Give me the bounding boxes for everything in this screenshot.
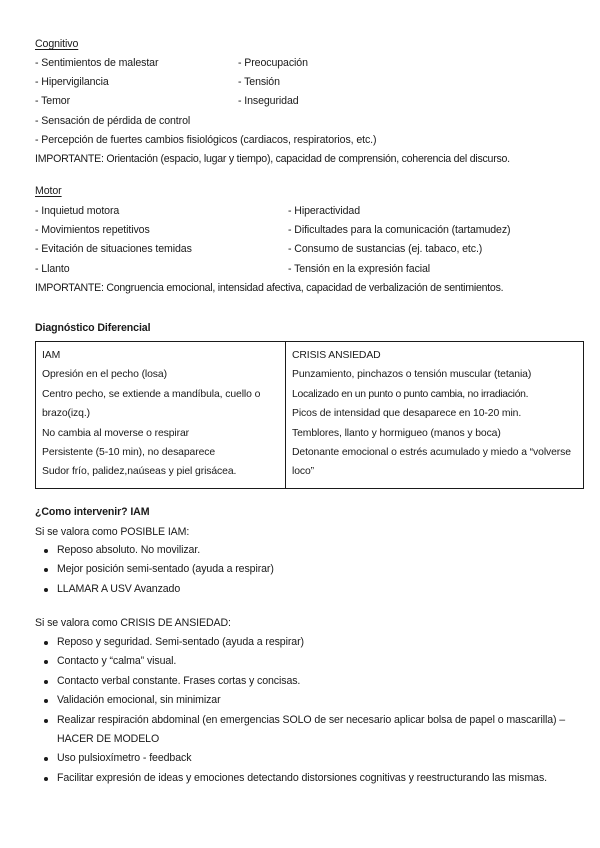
cognitivo-item: - Sensación de pérdida de control [35, 115, 191, 127]
ansiedad-row: Temblores, llanto y hormigueo (manos y boca) [292, 427, 501, 439]
ansiedad-intro: Si se valora como CRISIS DE ANSIEDAD: [35, 617, 231, 629]
cognitivo-item: - Hipervigilancia [35, 76, 109, 88]
iam-row: Persistente (5-10 min), no desaparece [42, 447, 216, 459]
ansiedad-row: Localizado en un punto o punto cambia, no irradiación. [292, 388, 529, 400]
cognitivo-item: - Tensión [238, 76, 280, 88]
diagnostico-table [35, 341, 584, 489]
motor-item: - Llanto [35, 263, 70, 275]
iam-header: IAM [42, 350, 61, 361]
list-item: Reposo absoluto. No movilizar. [35, 541, 580, 560]
list-item: Validación emocional, sin minimizar [35, 691, 580, 710]
motor-item: - Tensión en la expresión facial [288, 263, 431, 275]
cognitivo-heading: Cognitivo [35, 38, 79, 50]
iam-list [35, 541, 580, 599]
cognitivo-item: - Percepción de fuertes cambios fisiológicos (cardiacos, respiratorios, etc.) [35, 134, 377, 146]
list-item: LLAMAR A USV Avanzado [35, 580, 580, 599]
iam-row: Centro pecho, se extiende a mandíbula, cuello o brazo(izq.) [42, 388, 261, 420]
motor-item: - Evitación de situaciones temidas [35, 243, 192, 255]
list-item: Facilitar expresión de ideas y emociones detectando distorsiones cognitivas y reestructurando las mismas. [35, 769, 580, 788]
iam-column [36, 342, 286, 489]
list-item: Contacto verbal constante. Frases cortas y concisas. [35, 672, 580, 691]
motor-item: - Consumo de sustancias (ej. tabaco, etc.) [288, 243, 483, 255]
motor-item: - Inquietud motora [35, 205, 120, 217]
iam-row: Sudor frío, palidez,naúseas y piel grisácea. [42, 466, 237, 478]
cognitivo-important: IMPORTANTE: Orientación (espacio, lugar y tiempo), capacidad de comprensión, coherencia del discurso. [35, 153, 510, 165]
list-item: Uso pulsioxímetro - feedback [35, 749, 580, 768]
motor-item: - Hiperactividad [288, 205, 360, 217]
motor-item: - Dificultades para la comunicación (tartamudez) [288, 224, 511, 236]
cognitivo-item: - Temor [35, 95, 71, 107]
ansiedad-row: Detonante emocional o estrés acumulado y miedo a “volverse loco” [292, 447, 571, 478]
motor-item: - Movimientos repetitivos [35, 224, 150, 236]
ansiedad-list [35, 633, 580, 788]
cognitivo-item: - Inseguridad [238, 95, 299, 107]
list-item: Contacto y “calma” visual. [35, 652, 580, 671]
intervenir-heading: ¿Como intervenir? IAM [35, 506, 150, 518]
diagnostico-heading: Diagnóstico Diferencial [35, 322, 151, 334]
ansiedad-row: Picos de intensidad que desaparece en 10-20 min. [292, 408, 522, 420]
motor-important: IMPORTANTE: Congruencia emocional, intensidad afectiva, capacidad de verbalización de sentimientos. [35, 282, 504, 294]
list-item: Mejor posición semi-sentado (ayuda a respirar) [35, 560, 580, 579]
iam-row: No cambia al moverse o respirar [42, 427, 190, 439]
cognitivo-item: - Sentimientos de malestar [35, 57, 159, 69]
cognitivo-item: - Preocupación [238, 57, 308, 69]
list-item: Realizar respiración abdominal (en emergencias SOLO de ser necesario aplicar bolsa de papel o mascarilla) – HACER DE MODELO [35, 711, 580, 750]
motor-heading: Motor [35, 185, 62, 197]
ansiedad-column [286, 342, 584, 489]
iam-intro: Si se valora como POSIBLE IAM: [35, 526, 190, 538]
list-item: Reposo y seguridad. Semi-sentado (ayuda a respirar) [35, 633, 580, 652]
ansiedad-row: Punzamiento, pinchazos o tensión muscular (tetania) [292, 369, 532, 381]
ansiedad-header: CRISIS ANSIEDAD [292, 350, 381, 361]
iam-row: Opresión en el pecho (losa) [42, 369, 167, 381]
